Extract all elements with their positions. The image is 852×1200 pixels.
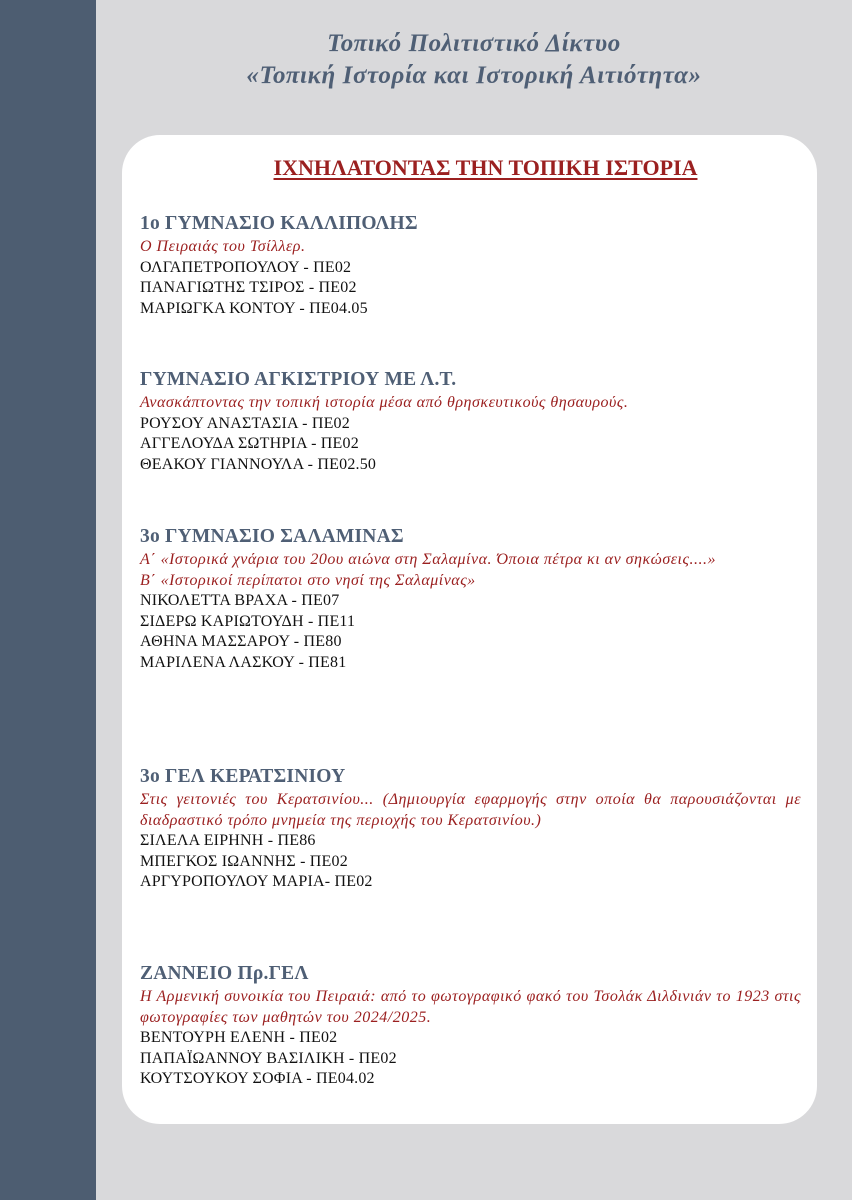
header-line-2: «Τοπική Ιστορία και Ιστορική Αιτιότητα» — [246, 62, 702, 89]
project-title: Α΄ «Ιστορικά χνάρια του 20ου αιώνα στη Σαλαμίνα. Όποια πέτρα κι αν σηκώσεις....» — [140, 551, 716, 568]
school-block — [140, 764, 801, 893]
school-name: 3ο ΓΥΜΝΑΣΙΟ ΣΑΛΑΜΙΝΑΣ — [140, 526, 404, 547]
school-block — [140, 211, 801, 319]
member: ΚΟΥΤΣΟΥΚΟΥ ΣΟΦΙΑ - ΠΕ04.02 — [140, 1070, 375, 1087]
content-card — [122, 135, 817, 1124]
school-block — [140, 961, 801, 1090]
member: ΑΡΓΥΡΟΠΟΥΛΟΥ ΜΑΡΙΑ- ΠΕ02 — [140, 873, 373, 890]
project-title: Ο Πειραιάς του Τσίλλερ. — [140, 238, 306, 255]
member: ΒΕΝΤΟΥΡΗ ΕΛΕΝΗ - ΠΕ02 — [140, 1029, 338, 1046]
member: ΜΑΡΙΛΕΝΑ ΛΑΣΚΟΥ - ΠΕ81 — [140, 653, 347, 671]
member: ΝΙΚΟΛΕΤΤΑ ΒΡΑΧΑ - ΠΕ07 — [140, 592, 340, 609]
member: ΘΕΑΚΟΥ ΓΙΑΝΝΟΥΛΑ - ΠΕ02.50 — [140, 455, 377, 473]
member: ΑΘΗΝΑ ΜΑΣΣΑΡΟΥ - ΠΕ80 — [140, 633, 342, 650]
member: ΜΠΕΓΚΟΣ ΙΩΑΝΝΗΣ - ΠΕ02 — [140, 852, 348, 870]
page-header — [96, 28, 852, 92]
school-name: 1ο ΓΥΜΝΑΣΙΟ ΚΑΛΛΙΠΟΛΗΣ — [140, 213, 418, 234]
member: ΜΑΡΙΩΓΚΑ ΚΟΝΤΟΥ - ΠΕ04.05 — [140, 299, 368, 317]
member: ΑΓΓΕΛΟΥΔΑ ΣΩΤΗΡΙΑ - ΠΕ02 — [140, 435, 359, 452]
school-name: ΓΥΜΝΑΣΙΟ ΑΓΚΙΣΤΡΙΟΥ ΜΕ Λ.Τ. — [140, 369, 457, 390]
school-block — [140, 367, 801, 475]
member: ΡΟΥΣΟΥ ΑΝΑΣΤΑΣΙΑ - ΠΕ02 — [140, 414, 350, 432]
member: ΠΑΝΑΓΙΩΤΗΣ ΤΣΙΡΟΣ - ΠΕ02 — [140, 279, 357, 296]
school-name: ΖΑΝΝΕΙΟ Πρ.ΓΕΛ — [140, 963, 309, 984]
project-title: Ανασκάπτοντας την τοπική ιστορία μέσα από θρησκευτικούς θησαυρούς. — [140, 394, 629, 411]
member: ΣΙΛΕΛΑ ΕΙΡΗΝΗ - ΠΕ86 — [140, 832, 316, 849]
school-name: 3ο ΓΕΛ ΚΕΡΑΤΣΙΝΙΟΥ — [140, 766, 346, 787]
document-title: ΙΧΝΗΛΑΤΟΝΤΑΣ ΤΗΝ ΤΟΠΙΚΗ ΙΣΤΟΡΙΑ — [273, 155, 698, 180]
school-block — [140, 524, 801, 673]
member: ΣΙΔΕΡΩ ΚΑΡΙΩΤΟΥΔΗ - ΠΕ11 — [140, 612, 356, 630]
header-line-1: Τοπικό Πολιτιστικό Δίκτυο — [327, 30, 621, 57]
project-title: Η Αρμενική συνοικία του Πειραιά: από το φωτογραφικό φακό του Τσολάκ Διλδινιάν το 1923 στις φωτογραφίες των μαθητών του 2024/2025. — [140, 988, 801, 1026]
member: ΠΑΠΑΪΩΑΝΝΟΥ ΒΑΣΙΛΙΚΗ - ΠΕ02 — [140, 1049, 397, 1067]
sidebar-band — [0, 0, 96, 1200]
project-title: Στις γειτονιές του Κερατσινίου... (Δημιουργία εφαρμογής στην οποία θα παρουσιάζονται με διαδραστικό τρόπο μνημεία της περιοχής του Κερατσινίου.) — [140, 791, 801, 829]
member: ΟΛΓΑΠΕΤΡΟΠΟΥΛΟΥ - ΠΕ02 — [140, 258, 352, 276]
project-title: Β΄ «Ιστορικοί περίπατοι στο νησί της Σαλαμίνας» — [140, 571, 476, 589]
